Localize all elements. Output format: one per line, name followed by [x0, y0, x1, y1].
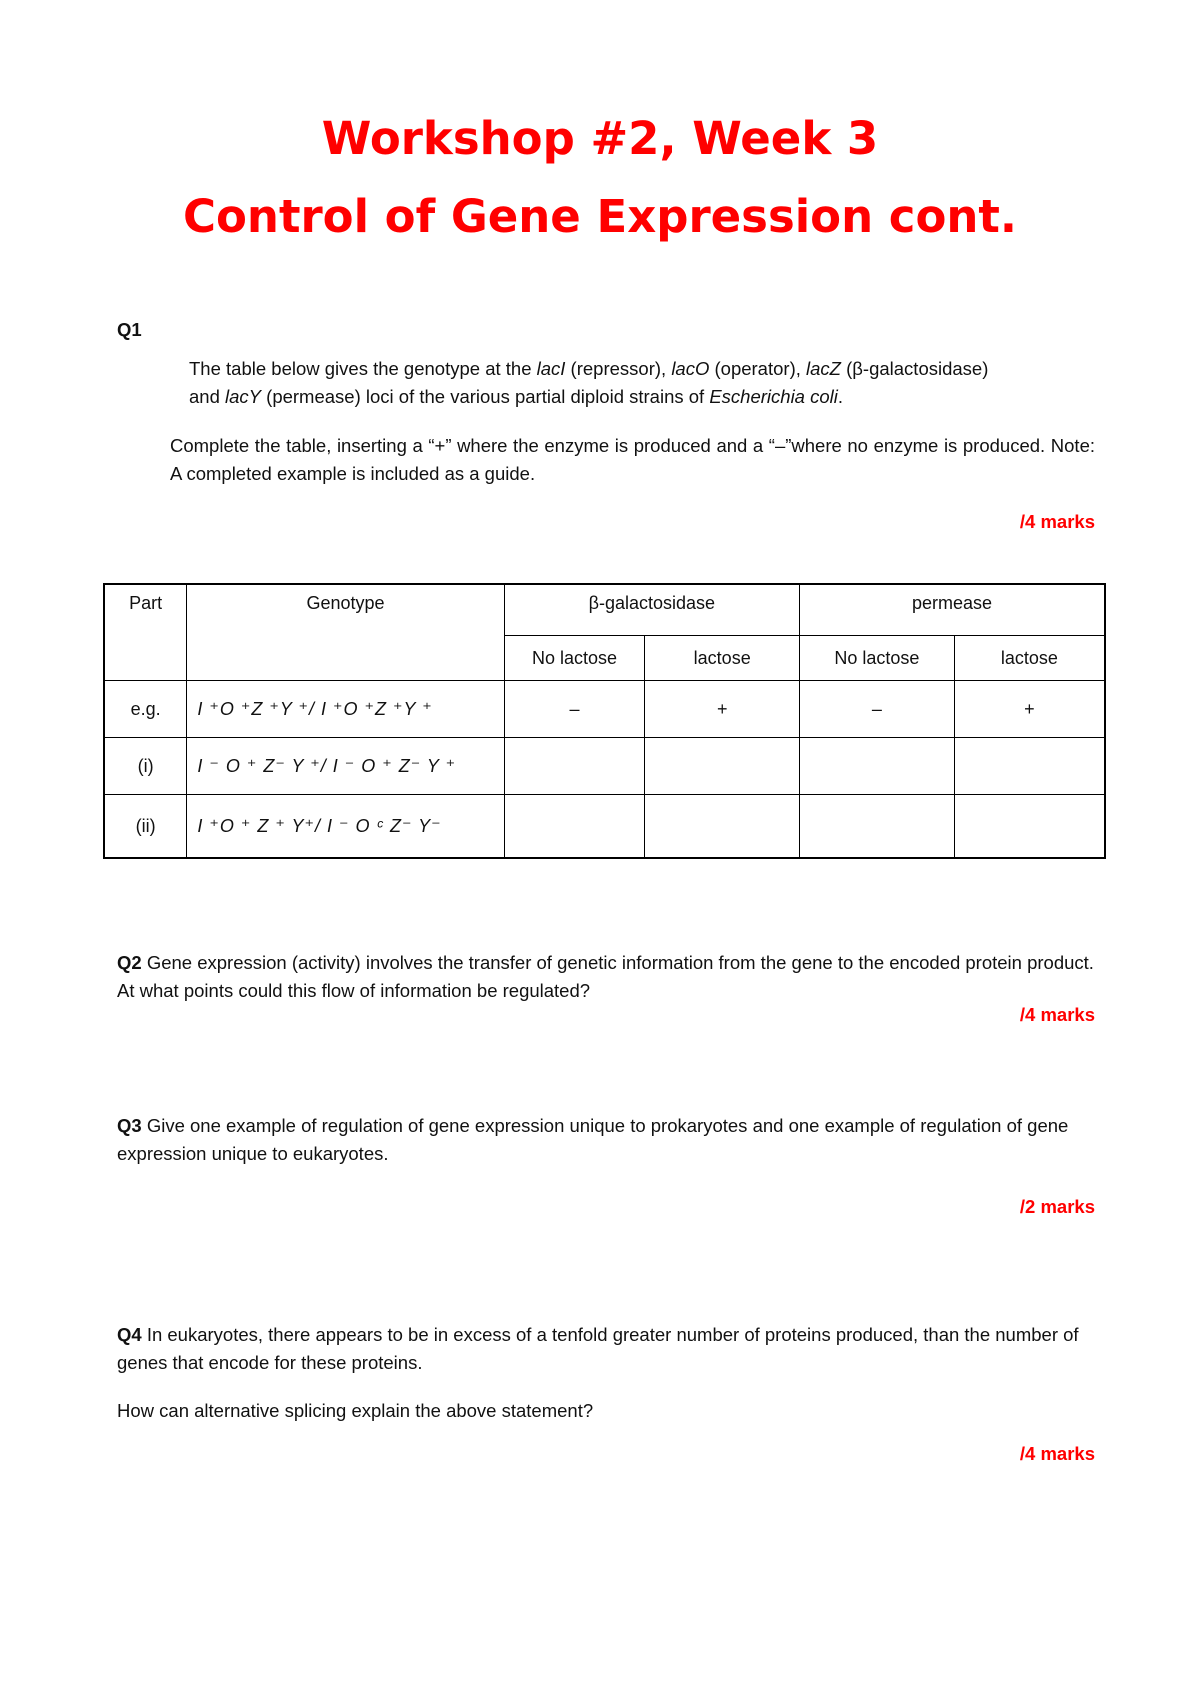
q1-label: Q1: [117, 319, 142, 340]
q4-question: How can alternative splicing explain the above statement?: [117, 1400, 594, 1421]
header-no-lactose: No lactose: [800, 636, 955, 681]
page-title: Workshop #2, Week 3: [321, 112, 879, 165]
cell-permease-lactose[interactable]: [954, 738, 1105, 795]
cell-genotype: I ⁺O ⁺ Z ⁺ Y⁺/ I ⁻ O ᶜ Z⁻ Y⁻: [187, 795, 504, 859]
header-lactose: lactose: [645, 636, 800, 681]
q1-marks: /4 marks: [1019, 511, 1095, 532]
header-no-lactose: No lactose: [504, 636, 645, 681]
cell-genotype: I ⁺O ⁺Z ⁺Y ⁺/ I ⁺O ⁺Z ⁺Y ⁺: [187, 681, 504, 738]
header-lactose: lactose: [954, 636, 1105, 681]
genotype-table: [103, 583, 1106, 859]
q4-label: Q4: [117, 1324, 142, 1345]
q3-label: Q3: [117, 1115, 142, 1136]
cell-bgal-lactose[interactable]: [645, 738, 800, 795]
q3-marks: /2 marks: [1019, 1196, 1095, 1217]
header-bgal: β-galactosidase: [504, 584, 799, 636]
cell-permease-no-lactose: –: [800, 681, 955, 738]
cell-bgal-no-lactose[interactable]: [504, 795, 645, 859]
q4-marks: /4 marks: [1019, 1443, 1095, 1464]
q1-instructions: Complete the table, inserting a “+” where the enzyme is produced and a “–”where no enzyme is produced. Note: A completed example is included as a guide.: [170, 435, 1095, 484]
q3-text: Q3 Give one example of regulation of gene expression unique to prokaryotes and one example of regulation of gene expression unique to eukaryotes.: [117, 1115, 1069, 1164]
page-subtitle: Control of Gene Expression cont.: [182, 190, 1018, 243]
cell-part: (i): [104, 738, 187, 795]
header-genotype: Genotype: [187, 584, 504, 681]
q4-text: Q4 In eukaryotes, there appears to be in excess of a tenfold greater number of proteins produced, than the number of genes that encode for these proteins.: [117, 1324, 1079, 1373]
cell-bgal-lactose[interactable]: [645, 795, 800, 859]
table-row: [104, 738, 1105, 795]
table-row: [104, 795, 1105, 859]
table-row: [104, 681, 1105, 738]
q2-text: Q2 Gene expression (activity) involves the transfer of genetic information from the gene to the encoded protein product. At what points could this flow of information be regulated?: [117, 952, 1094, 1001]
cell-bgal-no-lactose: –: [504, 681, 645, 738]
cell-part: e.g.: [104, 681, 187, 738]
header-permease: permease: [800, 584, 1105, 636]
q2-marks: /4 marks: [1019, 1004, 1095, 1025]
cell-part: (ii): [104, 795, 187, 859]
cell-permease-no-lactose[interactable]: [800, 795, 955, 859]
cell-permease-lactose[interactable]: [954, 795, 1105, 859]
q1-intro: The table below gives the genotype at the lacI (repressor), lacO (operator), lacZ (β-galactosidase) and lacY (permease) loci of the various partial diploid strains of Escherichia coli.: [189, 358, 989, 407]
q2-label: Q2: [117, 952, 142, 973]
cell-bgal-no-lactose[interactable]: [504, 738, 645, 795]
header-part: Part: [104, 584, 187, 681]
cell-permease-no-lactose[interactable]: [800, 738, 955, 795]
cell-genotype: I ⁻ O ⁺ Z⁻ Y ⁺/ I ⁻ O ⁺ Z⁻ Y ⁺: [187, 738, 504, 795]
cell-bgal-lactose: +: [645, 681, 800, 738]
cell-permease-lactose: +: [954, 681, 1105, 738]
